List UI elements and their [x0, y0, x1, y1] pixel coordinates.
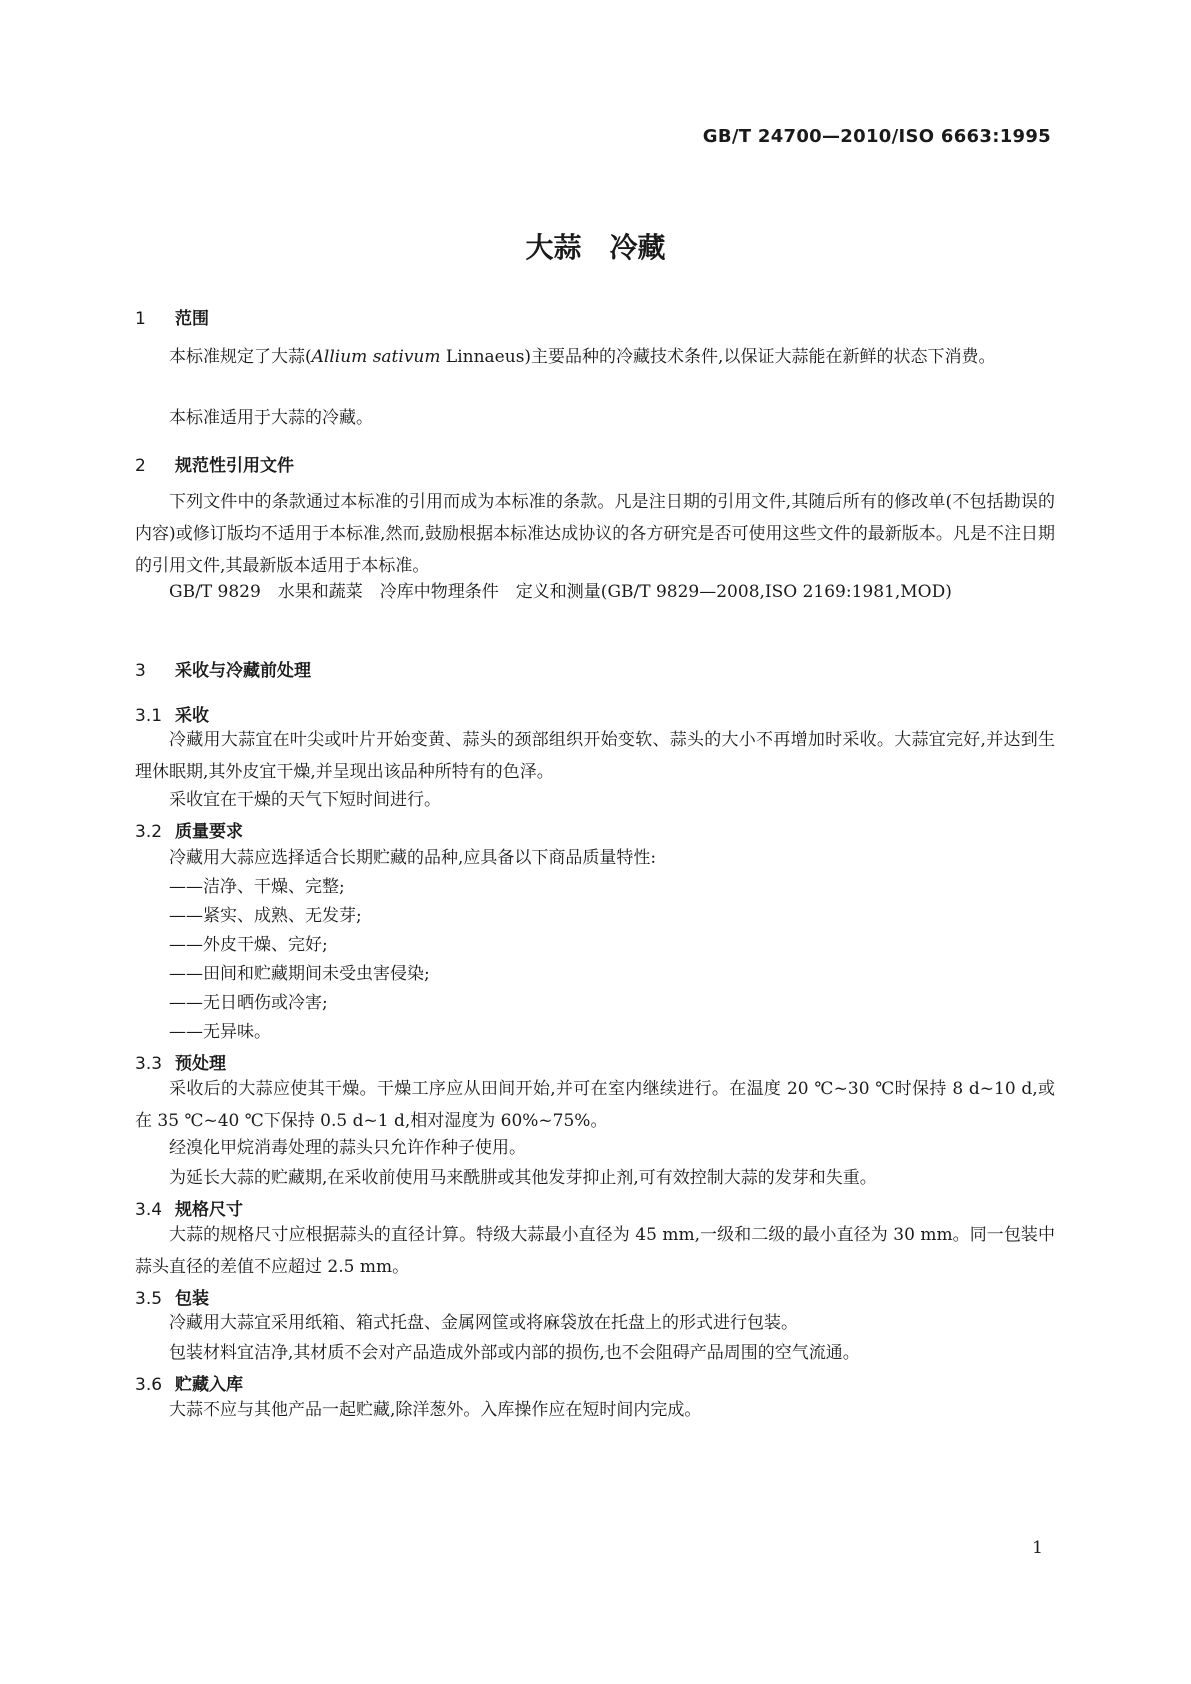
paragraph: 大蒜不应与其他产品一起贮藏,除洋葱外。入库操作应在短时间内完成。 [169, 1400, 702, 1420]
paragraph: 采收后的大蒜应使其干燥。干燥工序应从田间开始,并可在室内继续进行。在温度 20 ℃~30 ℃时保持 8 d~10 d,或在 35 ℃~40 ℃下保持 0.5 d~1 d,相对湿度为 60%~75%。 [135, 1079, 1055, 1131]
section-heading-1 [135, 304, 209, 329]
section-title: 预处理 [175, 1054, 226, 1074]
text-run: Linnaeus)主要品种的冷藏技术条件,以保证大蒜能在新鲜的状态下消费。 [440, 347, 996, 367]
paragraph: 大蒜的规格尺寸应根据蒜头的直径计算。特级大蒜最小直径为 45 mm,一级和二级的最小直径为 30 mm。同一包装中蒜头直径的差值不应超过 2.5 mm。 [135, 1225, 1055, 1277]
section-number: 3.4 [135, 1200, 163, 1220]
section-heading-3-5 [135, 1284, 209, 1309]
paragraph [135, 341, 1055, 373]
paragraph: 冷藏用大蒜宜采用纸箱、箱式托盘、金属网筐或将麻袋放在托盘上的形式进行包装。 [169, 1313, 798, 1333]
paragraph: 经溴化甲烷消毒处理的蒜头只允许作种子使用。 [169, 1138, 526, 1158]
standard-number: GB/T 24700—2010/ISO 6663:1995 [702, 126, 1051, 147]
document-title: 大蒜 冷藏 [525, 231, 666, 264]
paragraph: 为延长大蒜的贮藏期,在采收前使用马来酰肼或其他发芽抑止剂,可有效控制大蒜的发芽和失重。 [169, 1168, 877, 1188]
paragraph: 冷藏用大蒜宜在叶尖或叶片开始变黄、蒜头的颈部组织开始变软、蒜头的大小不再增加时采收。大蒜宜完好,并达到生理休眠期,其外皮宜干燥,并呈现出该品种所特有的色泽。 [135, 730, 1055, 782]
section-heading-3-6 [135, 1370, 243, 1395]
section-number: 3.6 [135, 1375, 163, 1395]
section-title: 规范性引用文件 [175, 456, 294, 476]
latin-name: Allium sativum [311, 347, 441, 367]
page-number: 1 [1032, 1538, 1043, 1558]
section-heading-2 [135, 451, 294, 476]
section-title: 质量要求 [175, 822, 243, 842]
section-title: 贮藏入库 [175, 1375, 243, 1395]
list-item: ——田间和贮藏期间未受虫害侵染; [169, 964, 430, 984]
list-item: ——紧实、成熟、无发芽; [169, 906, 362, 926]
section-heading-3-1 [135, 701, 209, 726]
paragraph: 采收宜在干燥的天气下短时间进行。 [169, 790, 441, 810]
section-heading-3-4 [135, 1195, 243, 1220]
section-heading-3-2 [135, 817, 243, 842]
section-heading-3-3 [135, 1049, 226, 1074]
text-run: 本标准规定了大蒜( [169, 347, 312, 367]
section-title: 包装 [175, 1289, 209, 1309]
section-heading-3 [135, 656, 311, 681]
paragraph: 冷藏用大蒜应选择适合长期贮藏的品种,应具备以下商品质量特性: [169, 848, 657, 868]
section-number: 1 [135, 309, 146, 329]
paragraph: 包装材料宜洁净,其材质不会对产品造成外部或内部的损伤,也不会阻碍产品周围的空气流通。 [169, 1343, 860, 1363]
section-number: 3.5 [135, 1289, 163, 1309]
list-item: ——无日晒伤或冷害; [169, 993, 328, 1013]
section-number: 3.3 [135, 1054, 163, 1074]
reference-item: GB/T 9829 水果和蔬菜 冷库中物理条件 定义和测量(GB/T 9829—2008,ISO 2169:1981,MOD) [169, 582, 952, 602]
section-number: 3.2 [135, 822, 163, 842]
list-item: ——外皮干燥、完好; [169, 935, 328, 955]
paragraph: 本标准适用于大蒜的冷藏。 [169, 408, 373, 428]
section-title: 范围 [175, 309, 209, 329]
section-number: 2 [135, 456, 146, 476]
section-title: 采收 [175, 706, 209, 726]
section-number: 3.1 [135, 706, 163, 726]
list-item: ——洁净、干燥、完整; [169, 877, 345, 897]
section-title: 规格尺寸 [175, 1200, 243, 1220]
section-number: 3 [135, 661, 146, 681]
section-title: 采收与冷藏前处理 [175, 661, 311, 681]
paragraph: 下列文件中的条款通过本标准的引用而成为本标准的条款。凡是注日期的引用文件,其随后所有的修改单(不包括勘误的内容)或修订版均不适用于本标准,然而,鼓励根据本标准达成协议的各方研究是否可使用这些文件的最新版本。凡是不注日期的引用文件,其最新版本适用于本标准。 [135, 492, 1055, 576]
list-item: ——无异味。 [169, 1022, 271, 1042]
